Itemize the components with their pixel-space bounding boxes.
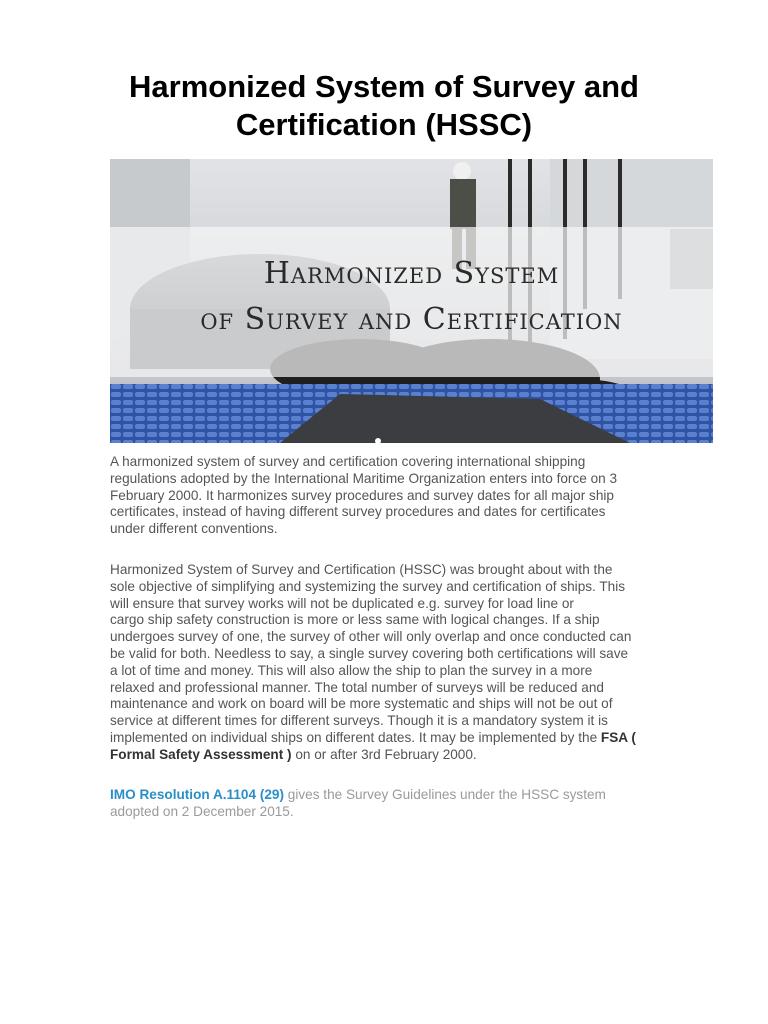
hssc-line: sole objective of simplifying and systemizing the survey and certification of ships. This	[110, 578, 626, 594]
fsa-term-open: FSA (	[600, 729, 636, 745]
intro-paragraph	[110, 454, 710, 538]
resolution-line-2: adopted on 2 December 2015.	[110, 803, 294, 819]
resolution-line-rest: gives the Survey Guidelines under the HSSC system	[284, 787, 606, 802]
imo-resolution-link[interactable]: IMO Resolution A.1104 (29)	[110, 787, 284, 802]
hero-caption-overlay	[110, 227, 713, 377]
hssc-line: relaxed and professional manner. The total number of surveys will be reduced and	[110, 679, 604, 695]
page-title-line-1: Harmonized System of Survey and	[129, 69, 639, 104]
page-title-line-2: Certification (HSSC)	[235, 107, 533, 142]
hssc-line: be valid for both. Needless to say, a single survey covering both certifications will save	[110, 645, 629, 661]
hssc-line: maintenance and work on board will be more systematic and ships will not be out of	[110, 696, 613, 712]
hssc-line-fsa-close	[110, 747, 710, 764]
hssc-line: a lot of time and money. This will also allow the ship to plan the survey in a more	[110, 662, 593, 678]
hssc-line-prefix: implemented on individual ships on different dates. It may be implemented by the	[110, 729, 601, 745]
hero-caption-line-1: Harmonized System	[263, 256, 560, 291]
hssc-line-suffix: on or after 3rd February 2000.	[291, 746, 477, 762]
hssc-paragraph	[110, 562, 710, 764]
hssc-line: cargo ship safety construction is more or less same with logical changes. If a ship	[110, 612, 600, 628]
hssc-line: Harmonized System of Survey and Certification (HSSC) was brought about with the	[110, 562, 613, 577]
resolution-line-1	[110, 787, 710, 804]
hero-image	[110, 159, 713, 443]
hssc-line: undergoes survey of one, the survey of other will only overlap and once conducted can	[110, 629, 632, 645]
fsa-term-close: Formal Safety Assessment )	[110, 746, 292, 762]
intro-line: A harmonized system of survey and certification covering international shipping	[110, 454, 586, 469]
page-title	[60, 68, 708, 144]
hssc-line: service at different times for different surveys. Though it is a mandatory system it is	[110, 713, 608, 729]
hssc-line: will ensure that survey works will not be duplicated e.g. survey for load line or	[110, 595, 574, 611]
intro-line: under different conventions.	[110, 521, 278, 537]
intro-line: certificates, instead of having different survey procedures and dates for certificates	[110, 504, 606, 520]
intro-line: regulations adopted by the International Maritime Organization enters into force on 3	[110, 470, 618, 486]
resolution-paragraph	[110, 787, 710, 821]
intro-line: February 2000. It harmonizes survey procedures and survey dates for all major ship	[110, 487, 614, 503]
hssc-line-fsa	[110, 730, 710, 747]
hero-caption-line-2: of Survey and Certification	[200, 302, 623, 337]
